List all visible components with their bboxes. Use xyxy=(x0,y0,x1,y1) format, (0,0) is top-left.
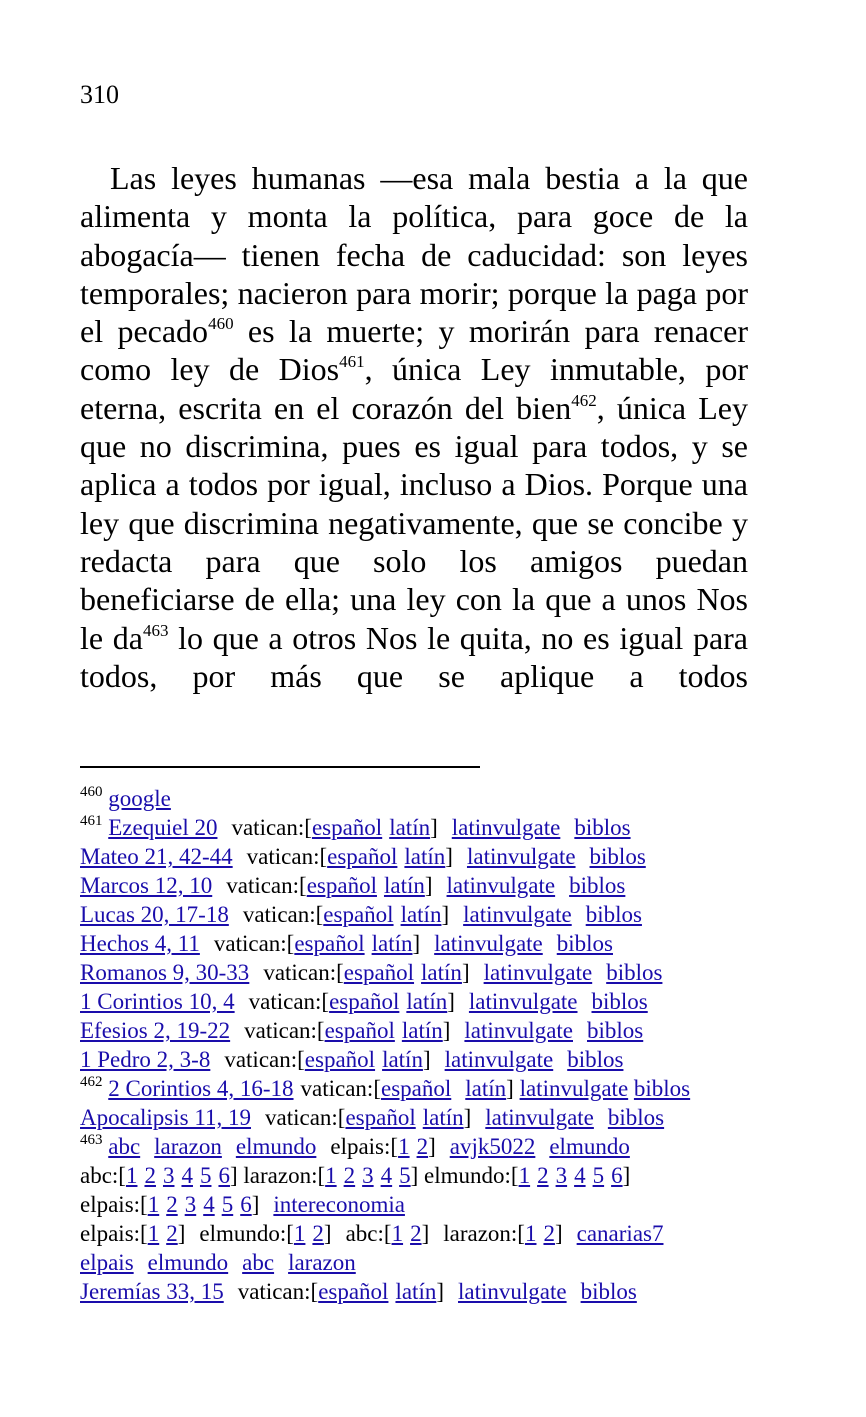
link-num[interactable]: 1 xyxy=(391,1221,404,1246)
footnote-461-line xyxy=(80,813,770,842)
bracket-close: ] xyxy=(421,1221,430,1246)
link-espanol[interactable]: español xyxy=(304,1047,376,1072)
link-larazon[interactable]: larazon xyxy=(288,1250,356,1275)
link-latin[interactable]: latín xyxy=(406,989,448,1014)
vatican-label: vatican:[ xyxy=(242,902,324,927)
link-latinvulgate[interactable]: latinvulgate xyxy=(485,1105,594,1130)
link-num[interactable]: 1 xyxy=(293,1221,306,1246)
link-latin[interactable]: latín xyxy=(404,844,446,869)
link-bible-ref[interactable]: Efesios 2, 19-22 xyxy=(80,1018,231,1043)
vatican-label: vatican:[ xyxy=(231,815,312,840)
footnote-461-line xyxy=(80,987,770,1016)
link-num[interactable]: 2 xyxy=(537,1163,549,1188)
link-num[interactable]: 1 xyxy=(325,1163,337,1188)
footnote-number: 461 xyxy=(80,813,103,829)
link-avjk5022[interactable]: avjk5022 xyxy=(449,1134,536,1159)
link-latin[interactable]: latín xyxy=(401,1018,443,1043)
bracket-close: ] xyxy=(177,1221,186,1246)
link-biblos[interactable]: biblos xyxy=(606,960,663,985)
link-num[interactable]: 6 xyxy=(240,1192,252,1217)
elpais-label: elpais:[ xyxy=(80,1221,148,1246)
footnote-ref-463: 463 xyxy=(142,620,169,640)
link-bible-ref[interactable]: Romanos 9, 30-33 xyxy=(80,960,250,985)
bracket-close: ] xyxy=(554,1221,563,1246)
link-espanol[interactable]: español xyxy=(327,844,398,869)
link-latin[interactable]: latín xyxy=(382,1047,423,1072)
vatican-label: vatican:[ xyxy=(265,1105,346,1130)
link-larazon[interactable]: larazon xyxy=(154,1134,222,1159)
bracket-close: ] xyxy=(430,815,438,840)
body-text-1: Las leyes humanas —esa mala bestia a la que alimenta y monta la política, para goce de la abogacía— tienen fecha de caducidad: son leyes temporales; nacieron para morir; porque la paga por el pecado xyxy=(80,160,748,350)
link-bible-ref[interactable]: 2 Corintios 4, 16-18 xyxy=(108,1076,294,1101)
link-espanol[interactable]: español xyxy=(329,989,400,1014)
link-num[interactable]: 2 xyxy=(312,1221,324,1246)
link-latin[interactable]: latín xyxy=(422,1105,464,1130)
link-num[interactable]: 5 xyxy=(592,1163,605,1188)
body-text-2: es la muerte; y morirán para renacer como ley de Dios xyxy=(80,313,749,388)
link-canarias7[interactable]: canarias7 xyxy=(576,1221,664,1246)
link-latin[interactable]: latín xyxy=(389,815,431,840)
link-latin[interactable]: latín xyxy=(395,1279,437,1304)
footnote-461-line xyxy=(80,1045,770,1074)
link-num[interactable]: 6 xyxy=(611,1163,623,1188)
link-biblos[interactable]: biblos xyxy=(567,1047,624,1072)
footnote-461-line xyxy=(80,871,770,900)
bracket-close: ] xyxy=(412,931,421,956)
link-google[interactable]: google xyxy=(108,786,171,811)
link-bible-ref[interactable]: Apocalipsis 11, 19 xyxy=(80,1105,251,1130)
footnote-ref-461: 461 xyxy=(339,352,365,372)
link-bible-ref[interactable]: Hechos 4, 11 xyxy=(80,931,200,956)
bracket-close: ] xyxy=(463,1105,472,1130)
body-text-5: lo que a otros Nos le quita, no es igual para todos, por más que se aplique a todos xyxy=(80,619,749,694)
link-elmundo[interactable]: elmundo xyxy=(549,1134,630,1159)
vatican-label: vatican:[ xyxy=(300,1076,381,1101)
link-num[interactable]: 2 xyxy=(343,1163,356,1188)
larazon-label: larazon:[ xyxy=(443,1221,525,1246)
link-num[interactable]: 6 xyxy=(218,1163,230,1188)
footnote-ref-462: 462 xyxy=(571,390,597,410)
link-num[interactable]: 4 xyxy=(181,1163,193,1188)
link-biblos[interactable]: biblos xyxy=(587,1018,644,1043)
footnote-463-line xyxy=(80,1277,770,1306)
elpais-label: elpais:[ xyxy=(330,1134,399,1159)
footnote-460 xyxy=(80,784,770,813)
link-biblos[interactable]: biblos xyxy=(556,931,613,956)
footnote-463-line xyxy=(80,1219,770,1248)
footnote-ref-460: 460 xyxy=(208,314,234,334)
footnote-separator xyxy=(80,766,480,768)
link-biblos[interactable]: biblos xyxy=(607,1105,665,1130)
link-abc[interactable]: abc xyxy=(108,1134,141,1159)
bracket-close: ] xyxy=(442,1018,451,1043)
footnote-463-line xyxy=(80,1132,770,1161)
bracket-close: ] xyxy=(323,1221,332,1246)
abc-label: abc:[ xyxy=(345,1221,392,1246)
bracket-close: ] xyxy=(229,1163,238,1188)
link-biblos[interactable]: biblos xyxy=(591,989,648,1014)
link-num[interactable]: 5 xyxy=(221,1192,234,1217)
bracket-close: ] xyxy=(441,902,450,927)
footnote-463-line xyxy=(80,1161,770,1190)
link-biblos[interactable]: biblos xyxy=(569,873,626,898)
link-espanol[interactable]: español xyxy=(381,1076,452,1101)
link-latinvulgate[interactable]: latinvulgate xyxy=(458,1279,567,1304)
link-latin[interactable]: latín xyxy=(465,1076,507,1101)
elpais-label: elpais:[ xyxy=(80,1192,148,1217)
link-num[interactable]: 1 xyxy=(398,1134,410,1159)
vatican-label: vatican:[ xyxy=(244,1018,325,1043)
link-intereconomia[interactable]: intereconomia xyxy=(273,1192,405,1217)
link-latinvulgate[interactable]: latinvulgate xyxy=(466,844,576,869)
link-bible-ref[interactable]: Ezequiel 20 xyxy=(108,815,218,840)
bracket-close: ] xyxy=(251,1192,260,1217)
footnote-number: 460 xyxy=(80,784,103,800)
link-latinvulgate[interactable]: latinvulgate xyxy=(483,960,593,985)
link-biblos[interactable]: biblos xyxy=(633,1076,691,1101)
body-text-3: , única Ley inmutable, por eterna, escrita en el corazón del bien xyxy=(80,351,749,426)
vatican-label: vatican:[ xyxy=(246,844,328,869)
link-latinvulgate[interactable]: latinvulgate xyxy=(434,931,543,956)
bracket-close: ] xyxy=(410,1163,419,1188)
link-num[interactable]: 3 xyxy=(184,1192,197,1217)
link-elpais[interactable]: elpais xyxy=(80,1250,134,1275)
link-elmundo[interactable]: elmundo xyxy=(147,1250,229,1275)
vatican-label: vatican:[ xyxy=(237,1279,319,1304)
body-text-4: , única Ley que no discrimina, pues es igual para todos, y se aplica a todos por igual, incluso a Dios. Porque una ley que discrimina negativamente, que se concibe y redacta para que solo los amigos puedan beneficiarse de ella; una ley con la que a unos Nos le da xyxy=(80,389,749,656)
link-num[interactable]: 2 xyxy=(144,1163,156,1188)
link-latinvulgate[interactable]: latinvulgate xyxy=(463,902,572,927)
link-latinvulgate[interactable]: latinvulgate xyxy=(446,873,556,898)
link-num[interactable]: 5 xyxy=(199,1163,212,1188)
link-latin[interactable]: latín xyxy=(421,960,462,985)
link-num[interactable]: 1 xyxy=(524,1221,537,1246)
elmundo-label: elmundo:[ xyxy=(199,1221,294,1246)
link-espanol[interactable]: español xyxy=(306,873,377,898)
bracket-close: ] xyxy=(622,1163,631,1188)
link-espanol[interactable]: español xyxy=(323,902,394,927)
link-latinvulgate[interactable]: latinvulgate xyxy=(451,815,561,840)
vatican-label: vatican:[ xyxy=(226,873,307,898)
link-espanol[interactable]: español xyxy=(294,931,365,956)
bracket-close: ] xyxy=(428,1134,436,1159)
link-num[interactable]: 2 xyxy=(543,1221,555,1246)
link-num[interactable]: 3 xyxy=(162,1163,175,1188)
bracket-close: ] xyxy=(424,873,433,898)
link-biblos[interactable]: biblos xyxy=(574,815,631,840)
link-bible-ref[interactable]: 1 Corintios 10, 4 xyxy=(80,989,235,1014)
link-latin[interactable]: latín xyxy=(371,931,413,956)
footnote-462-line xyxy=(80,1074,770,1103)
elmundo-label: elmundo:[ xyxy=(424,1163,519,1188)
footnote-461-line xyxy=(80,900,770,929)
footnote-463-line xyxy=(80,1248,770,1277)
link-espanol[interactable]: español xyxy=(311,815,383,840)
footnote-463-line xyxy=(80,1190,770,1219)
link-num[interactable]: 5 xyxy=(399,1163,411,1188)
link-espanol[interactable]: español xyxy=(324,1018,395,1043)
link-bible-ref[interactable]: Marcos 12, 10 xyxy=(80,873,213,898)
link-espanol[interactable]: español xyxy=(345,1105,416,1130)
bracket-close: ] xyxy=(445,844,453,869)
link-num[interactable]: 3 xyxy=(555,1163,568,1188)
link-num[interactable]: 3 xyxy=(362,1163,374,1188)
link-bible-ref[interactable]: Mateo 21, 42-44 xyxy=(80,844,233,869)
bracket-close: ] xyxy=(506,1076,514,1101)
link-latinvulgate[interactable]: latinvulgate xyxy=(468,989,578,1014)
link-latin[interactable]: latín xyxy=(383,873,425,898)
link-num[interactable]: 1 xyxy=(147,1221,160,1246)
footnotes xyxy=(80,784,770,1306)
footnote-462-line xyxy=(80,1103,770,1132)
footnote-number: 462 xyxy=(80,1074,103,1090)
footnote-461-line xyxy=(80,929,770,958)
link-num[interactable]: 4 xyxy=(203,1192,215,1217)
link-biblos[interactable]: biblos xyxy=(585,902,642,927)
bracket-close: ] xyxy=(447,989,455,1014)
link-bible-ref[interactable]: Lucas 20, 17-18 xyxy=(80,902,229,927)
bracket-close: ] xyxy=(436,1279,445,1304)
link-espanol[interactable]: español xyxy=(318,1279,389,1304)
link-num[interactable]: 4 xyxy=(574,1163,586,1188)
link-latinvulgate[interactable]: latinvulgate xyxy=(464,1018,573,1043)
footnote-number: 463 xyxy=(80,1132,103,1148)
footnote-461-line xyxy=(80,958,770,987)
larazon-label: larazon:[ xyxy=(243,1163,326,1188)
link-num[interactable]: 2 xyxy=(166,1192,178,1217)
link-latinvulgate[interactable]: latinvulgate xyxy=(444,1047,554,1072)
link-num[interactable]: 1 xyxy=(147,1192,160,1217)
link-num[interactable]: 1 xyxy=(518,1163,531,1188)
footnote-461-line xyxy=(80,1016,770,1045)
page-number: 310 xyxy=(80,80,119,109)
link-latin[interactable]: latín xyxy=(400,902,442,927)
bracket-close: ] xyxy=(461,960,470,985)
link-bible-ref[interactable]: 1 Pedro 2, 3-8 xyxy=(80,1047,211,1072)
link-espanol[interactable]: español xyxy=(343,960,415,985)
link-num[interactable]: 2 xyxy=(416,1134,429,1159)
link-abc[interactable]: abc xyxy=(242,1250,275,1275)
link-biblos[interactable]: biblos xyxy=(580,1279,637,1304)
footnote-461-line xyxy=(80,842,770,871)
vatican-label: vatican:[ xyxy=(248,989,330,1014)
link-elmundo[interactable]: elmundo xyxy=(235,1134,317,1159)
link-num[interactable]: 4 xyxy=(380,1163,393,1188)
link-num[interactable]: 2 xyxy=(166,1221,178,1246)
vatican-label: vatican:[ xyxy=(263,960,344,985)
abc-label: abc:[ xyxy=(80,1163,126,1188)
link-bible-ref[interactable]: Jeremías 33, 15 xyxy=(80,1279,224,1304)
bracket-close: ] xyxy=(422,1047,431,1072)
link-num[interactable]: 1 xyxy=(125,1163,138,1188)
vatican-label: vatican:[ xyxy=(213,931,295,956)
link-latinvulgate[interactable]: latinvulgate xyxy=(519,1076,629,1101)
link-biblos[interactable]: biblos xyxy=(589,844,646,869)
body-paragraph xyxy=(80,159,748,695)
vatican-label: vatican:[ xyxy=(224,1047,305,1072)
link-num[interactable]: 2 xyxy=(410,1221,422,1246)
